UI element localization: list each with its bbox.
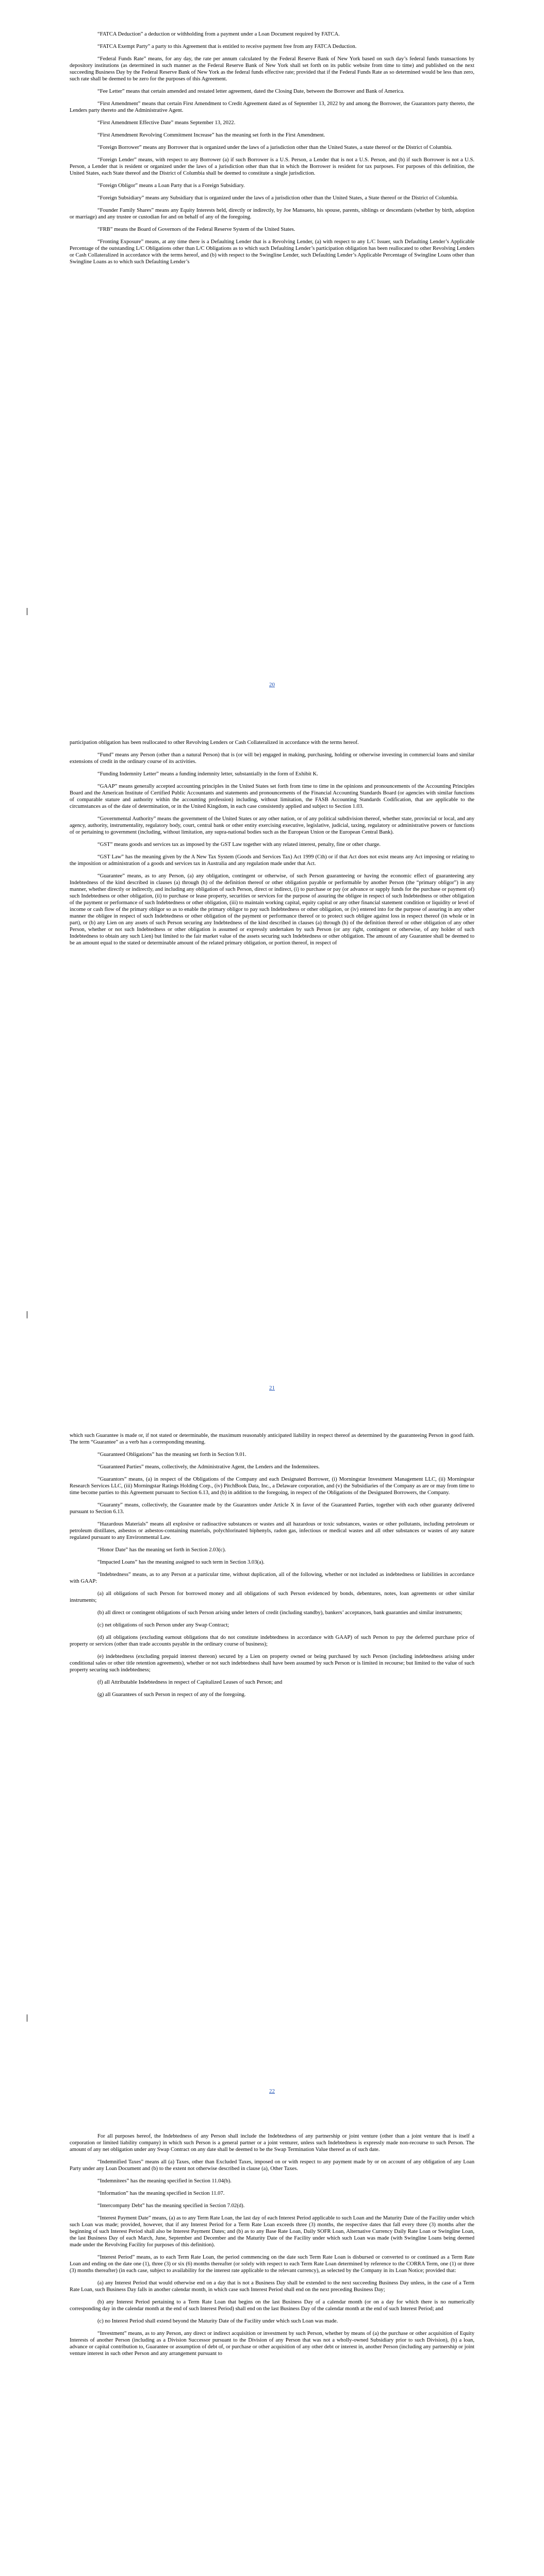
subclause-paragraph: (c) net obligations of such Person under any Swap Contract;	[97, 1622, 229, 1628]
page-number: 22	[269, 2088, 275, 2094]
definition-paragraph: “GST” means goods and services tax as imposed by the GST Law together with any related interest, penalty, fine or other charge.	[97, 842, 381, 848]
definition-paragraph: “Information” has the meaning specified in Section 11.07.	[97, 2191, 225, 2196]
document-page	[0, 2110, 544, 2576]
definition-paragraph: “Governmental Authority” means the government of the United States or any other nation, or of any political subdivision thereof, whether state, provincial or local, and any agency, authority, instrumentality, regulatory body, court, central bank or other entity exercising executive, legislative, judicial, taxing, regulatory or administrative powers or functions of or pertaining to government (including, without limitation, any supra-national bodies such as the European Union or the European Central Bank).	[70, 816, 474, 835]
document-page	[0, 0, 544, 703]
definition-paragraph: “Guaranteed Parties” means, collectively, the Administrative Agent, the Lenders and the Indemnitees.	[97, 1464, 320, 1470]
definition-paragraph: “First Amendment” means that certain First Amendment to Credit Agreement dated as of September 13, 2022 by and among the Borrower, the Guarantors party thereto, the Lenders party thereto and the Administrative Agent.	[70, 101, 474, 113]
definition-paragraph: “Fund” means any Person (other than a natural Person) that is (or will be) engaged in making, purchasing, holding or otherwise investing in commercial loans and similar extensions of credit in the ordinary course of its activities.	[70, 752, 474, 765]
definition-paragraph: “Foreign Subsidiary” means any Subsidiary that is organized under the laws of a jurisdiction other than the United States, a State thereof or the District of Columbia.	[97, 195, 458, 201]
definition-paragraph: “Interest Payment Date” means, (a) as to any Term Rate Loan, the last day of each Interest Period applicable to such Loan and the Maturity Date of the Facility under which such Loan was made; provided, however, that if any Interest Period for a Term Rate Loan exceeds three (3) months, the respective dates that fall every three (3) months after the beginning of such Interest Period shall also be Interest Payment Dates; and (b) as to any Base Rate Loan, Daily SOFR Loan, Alternative Currency Daily Rate Loan or Swingline Loan, the last Business Day of each March, June, September and December and the Maturity Date of the Facility under which such Loan was made (with Swingline Loans being deemed made under the Revolving Facility for purposes of this definition).	[70, 2215, 474, 2248]
subclause-paragraph: (e) indebtedness (excluding prepaid interest thereon) secured by a Lien on property owned or being purchased by such Person (including indebtedness arising under conditional sales or other title retention agreements), whether or not such indebtedness shall have been assumed by such Person or is limited in recourse; but limited to the value of such property securing such indebtedness;	[70, 1654, 474, 1673]
definition-paragraph: “Foreign Borrower” means any Borrower that is organized under the laws of a jurisdiction other than the United States, a state thereof or the District of Columbia.	[97, 145, 453, 150]
subclause-paragraph: (b) any Interest Period pertaining to a Term Rate Loan that begins on the last Business Day of a calendar month (or on a day for which there is no numerically corresponding day in the calendar month at the end of such Interest Period) shall end on the last Business Day of the calendar month at the end of such Interest Period; and	[70, 2299, 474, 2312]
page-number: 20	[269, 682, 275, 688]
definition-paragraph: “Funding Indemnity Letter” means a funding indemnity letter, substantially in the form of Exhibit K.	[97, 771, 318, 777]
definition-paragraph: “Foreign Obligor” means a Loan Party that is a Foreign Subsidiary.	[97, 183, 245, 189]
definition-paragraph: “Guarantors” means, (a) in respect of the Obligations of the Company and each Designated Borrower, (i) Morningstar Investment Management LLC, (ii) Morningstar Research Services LLC, (iii) Morningstar Ratings Holding Corp., (iv) PitchBook Data, Inc., a Delaware corporation, and (v) the Subsidiaries of the Company as are or may from time to time become parties to this Agreement pursuant to Section 6.13, and (b) in addition to the foregoing, in respect of the Obligations of the Designated Borrowers, the Company.	[70, 1477, 474, 1496]
definition-paragraph: “Indemnified Taxes” means all (a) Taxes, other than Excluded Taxes, imposed on or with respect to any payment made by or on account of any obligation of any Loan Party under any Loan Document and (b) to the extent not otherwise described in clause (a), Other Taxes.	[70, 2159, 474, 2172]
definition-paragraph: “First Amendment Effective Date” means September 13, 2022.	[97, 120, 236, 126]
definition-paragraph: which such Guarantee is made or, if not stated or determinable, the maximum reasonably anticipated liability in respect thereof as determined by the guaranteeing Person in good faith. The term “Guarantee” as a verb has a corresponding meaning.	[70, 1433, 474, 1445]
definition-paragraph: “Guaranteed Obligations” has the meaning set forth in Section 9.01.	[97, 1452, 246, 1458]
definition-paragraph: “Interest Period” means, as to each Term Rate Loan, the period commencing on the date such Term Rate Loan is disbursed or converted to or continued as a Term Rate Loan and ending on the date one (1), three (3) or six (6) months thereafter (or solely with respect to each Term Rate Loan determined by reference to the CORRA Term, one (1) or three (3) months thereafter) (in each case, subject to availability for the interest rate applicable to the relevant currency), as selected by the Company in its Loan Notice; provided that:	[70, 2255, 474, 2274]
definition-paragraph: For all purposes hereof, the Indebtedness of any Person shall include the Indebtedness of any partnership or joint venture (other than a joint venture that is itself a corporation or limited liability company) in which such Person is a general partner or a joint venturer, unless such Indebtedness is expressly made non-recourse to such Person. The amount of any net obligation under any Swap Contract on any date shall be deemed to be the Swap Termination Value thereof as of such date.	[70, 2133, 474, 2153]
subclause-paragraph: (a) all obligations of such Person for borrowed money and all obligations of such Person evidenced by bonds, debentures, notes, loan agreements or other similar instruments;	[70, 1591, 474, 1603]
definition-paragraph: “GST Law” has the meaning given by the A New Tax System (Goods and Services Tax) Act 1999 (Cth) or if that Act does not exist means any Act imposing or relating to the imposition or administration of a goods and services tax in Australia and any regulation made under that Act.	[70, 854, 474, 867]
definition-paragraph: “Federal Funds Rate” means, for any day, the rate per annum calculated by the Federal Reserve Bank of New York based on such day’s federal funds transactions by depository institutions (as determined in such manner as the Federal Reserve Bank of New York shall set forth on its public website from time to time) and published on the next succeeding Business Day by the Federal Reserve Bank of New York as the federal funds effective rate; provided that if the Federal Funds Rate as so determined would be less than zero, such rate shall be deemed to be zero for the purposes of this Agreement.	[70, 56, 474, 82]
definition-paragraph: “FRB” means the Board of Governors of the Federal Reserve System of the United States.	[97, 227, 295, 232]
definition-paragraph: “GAAP” means generally accepted accounting principles in the United States set forth from time to time in the opinions and pronouncements of the Accounting Principles Board and the American Institute of Certified Public Accountants and statements and pronouncements of the Financial Accounting Standards Board (or agencies with similar functions of comparable stature and authority within the accounting profession) including, without limitation, the FASB Accounting Standards Codification, that are applicable to the circumstances as of the date of determination, or in the United Kingdom, in each case consistently applied and subject to Section 1.03.	[70, 784, 474, 809]
subclause-paragraph: (d) all obligations (excluding earnout obligations that do not constitute indebtedness in accordance with GAAP) of such Person to pay the deferred purchase price of property or services (other than trade accounts payable in the ordinary course of business);	[70, 1635, 474, 1647]
definition-paragraph: “Investment” means, as to any Person, any direct or indirect acquisition or investment by such Person, whether by means of (a) the purchase or other acquisition of Equity Interests of another Person (including as a Division Successor pursuant to the Division of any Person that was not a wholly-owned Subsidiary prior to such Division), (b) a loan, advance or capital contribution to, Guarantee or assumption of debt of, or purchase or other acquisition of any other debt or interest in, another Person (including any partnership or joint venture interest in such other Person and any arrangement pursuant to	[70, 2331, 474, 2357]
definition-paragraph: “Fee Letter” means that certain amended and restated letter agreement, dated the Closing Date, between the Borrower and Bank of America.	[97, 89, 405, 94]
definition-paragraph: “Intercompany Debt” has the meaning specified in Section 7.02(d).	[97, 2203, 245, 2209]
definition-paragraph: “FATCA Exempt Party” a party to this Agreement that is entitled to receive payment free from any FATCA Deduction.	[97, 44, 357, 49]
definition-paragraph: “Hazardous Materials” means all explosive or radioactive substances or wastes and all hazardous or toxic substances, wastes or other pollutants, including petroleum or petroleum distillates, asbestos or asbestos-containing materials, polychlorinated biphenyls, radon gas, infectious or medical wastes and all other substances or wastes of any nature regulated pursuant to any Environmental Law.	[70, 1521, 474, 1540]
subclause-paragraph: (f) all Attributable Indebtedness in respect of Capitalized Leases of such Person; and	[97, 1680, 283, 1685]
definition-paragraph: “Foreign Lender” means, with respect to any Borrower (a) if such Borrower is a U.S. Person, a Lender that is not a U.S. Person, and (b) if such Borrower is not a U.S. Person, a Lender that is resident or organized under the laws of a jurisdiction other than that in which the Borrower is resident for tax purposes. For purposes of this definition, the United States, each State thereof and the District of Columbia shall be deemed to constitute a single jurisdiction.	[70, 157, 474, 176]
definition-paragraph: “Founder Family Shares” means any Equity Interests held, directly or indirectly, by Joe Mansueto, his spouse, parents, siblings or descendants (whether by birth, adoption or marriage) and any trustee or custodian for and on behalf of any of the foregoing.	[70, 208, 474, 220]
subclause-paragraph: (a) any Interest Period that would otherwise end on a day that is not a Business Day shall be extended to the next succeeding Business Day unless, in the case of a Term Rate Loan, such Business Day falls in another calendar month, in which case such Interest Period shall end on the next preceding Business Day;	[70, 2280, 474, 2293]
subclause-paragraph: (c) no Interest Period shall extend beyond the Maturity Date of the Facility under which such Loan was made.	[97, 2318, 338, 2324]
definition-paragraph: “Indemnitees” has the meaning specified in Section 11.04(b).	[97, 2178, 232, 2184]
definition-paragraph: “First Amendment Revolving Commitment Increase” has the meaning set forth in the First Amendment.	[97, 132, 325, 138]
definition-paragraph: “Guaranty” means, collectively, the Guarantee made by the Guarantors under Article X in favor of the Guaranteed Parties, together with each other guaranty delivered pursuant to Section 6.13.	[70, 1502, 474, 1515]
page-number: 21	[269, 1385, 275, 1391]
subclause-paragraph: (g) all Guarantees of such Person in respect of any of the foregoing.	[97, 1692, 246, 1698]
document-page	[0, 1406, 544, 2110]
definition-paragraph: participation obligation has been reallocated to other Revolving Lenders or Cash Collateralized in accordance with the terms hereof.	[70, 740, 359, 745]
document-page	[0, 703, 544, 1406]
definition-paragraph: “Guarantee” means, as to any Person, (a) any obligation, contingent or otherwise, of such Person guaranteeing or having the economic effect of guaranteeing any Indebtedness of the kind described in clauses (a) through (h) of the definition thereof or other obligation payable or performable by another Person (the “primary obligor”) in any manner, whether directly or indirectly, and including any obligation of such Person, direct or indirect, (i) to purchase or pay (or advance or supply funds for the purchase or payment of) such Indebtedness or other obligation, (ii) to purchase or lease property, securities or services for the purpose of assuring the obligee in respect of such Indebtedness or other obligation of the payment or performance of such Indebtedness or other obligation, (iii) to maintain working capital, equity capital or any other financial statement condition or liquidity or level of income or cash flow of the primary obligor so as to enable the primary obligor to pay such Indebtedness or other obligation, or (iv) entered into for the purpose of assuring in any other manner the obligee in respect of such Indebtedness or other obligation of the payment or performance thereof or to protect such obligee against loss in respect thereof (in whole or in part), or (b) any Lien on any assets of such Person securing any Indebtedness of the kind described in clauses (a) through (h) of the definition thereof or other obligation of any other Person, whether or not such Indebtedness or other obligation is assumed or expressly undertaken by such Person (or any right, contingent or otherwise, of any holder of such Indebtedness to obtain any such Lien) but limited to the fair market value of the assets securing such Indebtedness or other obligation. The amount of any Guarantee shall be deemed to be an amount equal to the stated or determinable amount of the related primary obligation, or portion thereof, in respect of	[70, 873, 474, 946]
definition-paragraph: “Honor Date” has the meaning set forth in Section 2.03(c).	[97, 1547, 226, 1553]
subclause-paragraph: (b) all direct or contingent obligations of such Person arising under letters of credit (including standby), bankers’ acceptances, bank guaranties and similar instruments;	[97, 1610, 463, 1616]
definition-paragraph: “FATCA Deduction” a deduction or withholding from a payment under a Loan Document required by FATCA.	[97, 31, 340, 37]
definition-paragraph: “Indebtedness” means, as to any Person at a particular time, without duplication, all of the following, whether or not included as indebtedness or liabilities in accordance with GAAP:	[70, 1572, 474, 1584]
definition-paragraph: “Fronting Exposure” means, at any time there is a Defaulting Lender that is a Revolving Lender, (a) with respect to any L/C Issuer, such Defaulting Lender’s Applicable Percentage of the outstanding L/C Obligations other than L/C Obligations as to which such Defaulting Lender’s participation obligation has been reallocated to other Revolving Lenders or Cash Collateralized in accordance with the terms hereof, and (b) with respect to the Swingline Lender, such Defaulting Lender’s Applicable Percentage of Swingline Loans other than Swingline Loans as to which such Defaulting Lender’s	[70, 239, 474, 265]
definition-paragraph: “Impacted Loans” has the meaning assigned to such term in Section 3.03(a).	[97, 1560, 265, 1565]
